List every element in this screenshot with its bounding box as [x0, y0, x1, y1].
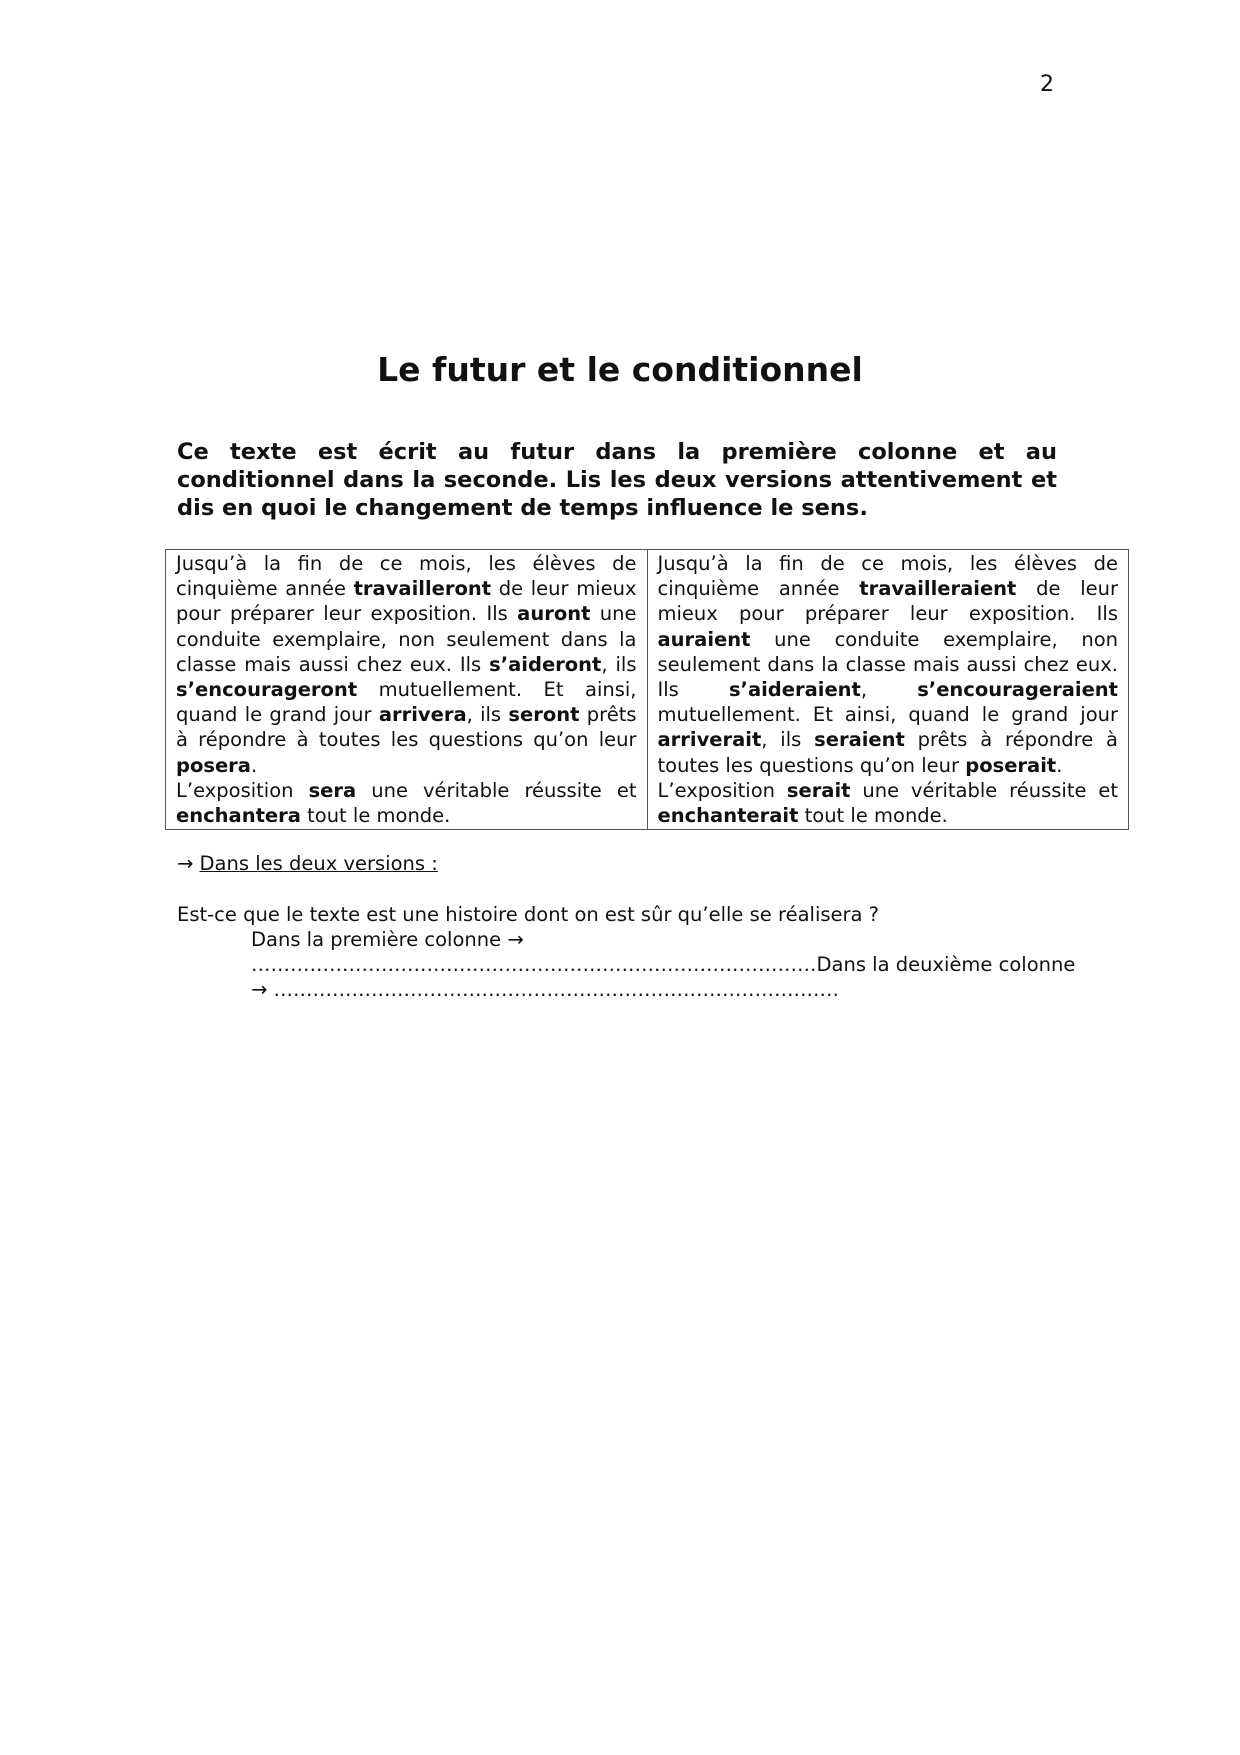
verb-highlight: seront	[508, 703, 580, 727]
versions-table	[165, 549, 1129, 830]
verb-highlight: auront	[517, 602, 591, 626]
verb-highlight: serait	[786, 778, 851, 802]
answer-line-second-column: → ……………………………………………………………………………	[251, 978, 840, 1001]
question: Est-ce que le texte est une histoire dont on est sûr qu’elle se réalisera ?	[177, 903, 880, 926]
page-number: 2	[1040, 72, 1054, 97]
section-heading-text: Dans les deux versions :	[199, 852, 438, 875]
futur-column: Jusqu’à la fin de ce mois, les élèves de cinquième année travailleront de leur mieux pour préparer leur exposition. Ils auront une conduite exemplaire, non seulement dans la classe mais aussi chez eux. Ils s’aideront, ils s’encourageront mutuellement. Et ainsi, quand le grand jour arrivera, ils seront prêts à répondre à toutes les questions qu’on leur posera. L’exposition sera une véritable réussite et enchantera tout le monde.	[166, 550, 648, 830]
section-heading	[177, 852, 438, 875]
verb-highlight: enchantera	[176, 804, 301, 828]
instructions: Ce texte est écrit au futur dans la première colonne et au conditionnel dans la seconde. Lis les deux versions attentivement et dis en quoi le changement de temps influence le sens.	[177, 439, 1057, 521]
page-title: Le futur et le conditionnel	[377, 350, 863, 389]
arrow-icon: →	[177, 852, 194, 875]
verb-highlight: arriverait	[657, 728, 762, 752]
verb-highlight: seraient	[814, 728, 905, 752]
answer-line-dots: ……………………………………………………………………………Dans la deuxième colonne	[251, 953, 1076, 976]
verb-highlight: s’aideront	[489, 652, 602, 676]
verb-highlight: s’encourageront	[176, 678, 358, 702]
verb-highlight: travailleraient	[859, 577, 1017, 601]
verb-highlight: enchanterait	[657, 804, 799, 828]
verb-highlight: s’aideraient	[728, 678, 861, 702]
conditionnel-column: Jusqu’à la fin de ce mois, les élèves de cinquième année travailleraient de leur mieux pour préparer leur exposition. Ils auraient une conduite exemplaire, non seulement dans la classe mais aussi chez eux. Ils s’aideraient, s’encourageraient mutuellement. Et ainsi, quand le grand jour arriverait, ils seraient prêts à répondre à toutes les questions qu’on leur poserait. L’exposition serait une véritable réussite et enchanterait tout le monde.	[647, 550, 1129, 830]
verb-highlight: poserait	[965, 753, 1057, 777]
verb-highlight: sera	[308, 778, 357, 802]
verb-highlight: auraient	[657, 627, 751, 651]
verb-highlight: travailleront	[353, 577, 492, 601]
answer-line-first-column: Dans la première colonne →	[251, 928, 524, 951]
verb-highlight: posera	[176, 753, 251, 777]
verb-highlight: arrivera	[378, 703, 467, 727]
table-row	[166, 550, 1129, 830]
verb-highlight: s’encourageraient	[917, 678, 1118, 702]
